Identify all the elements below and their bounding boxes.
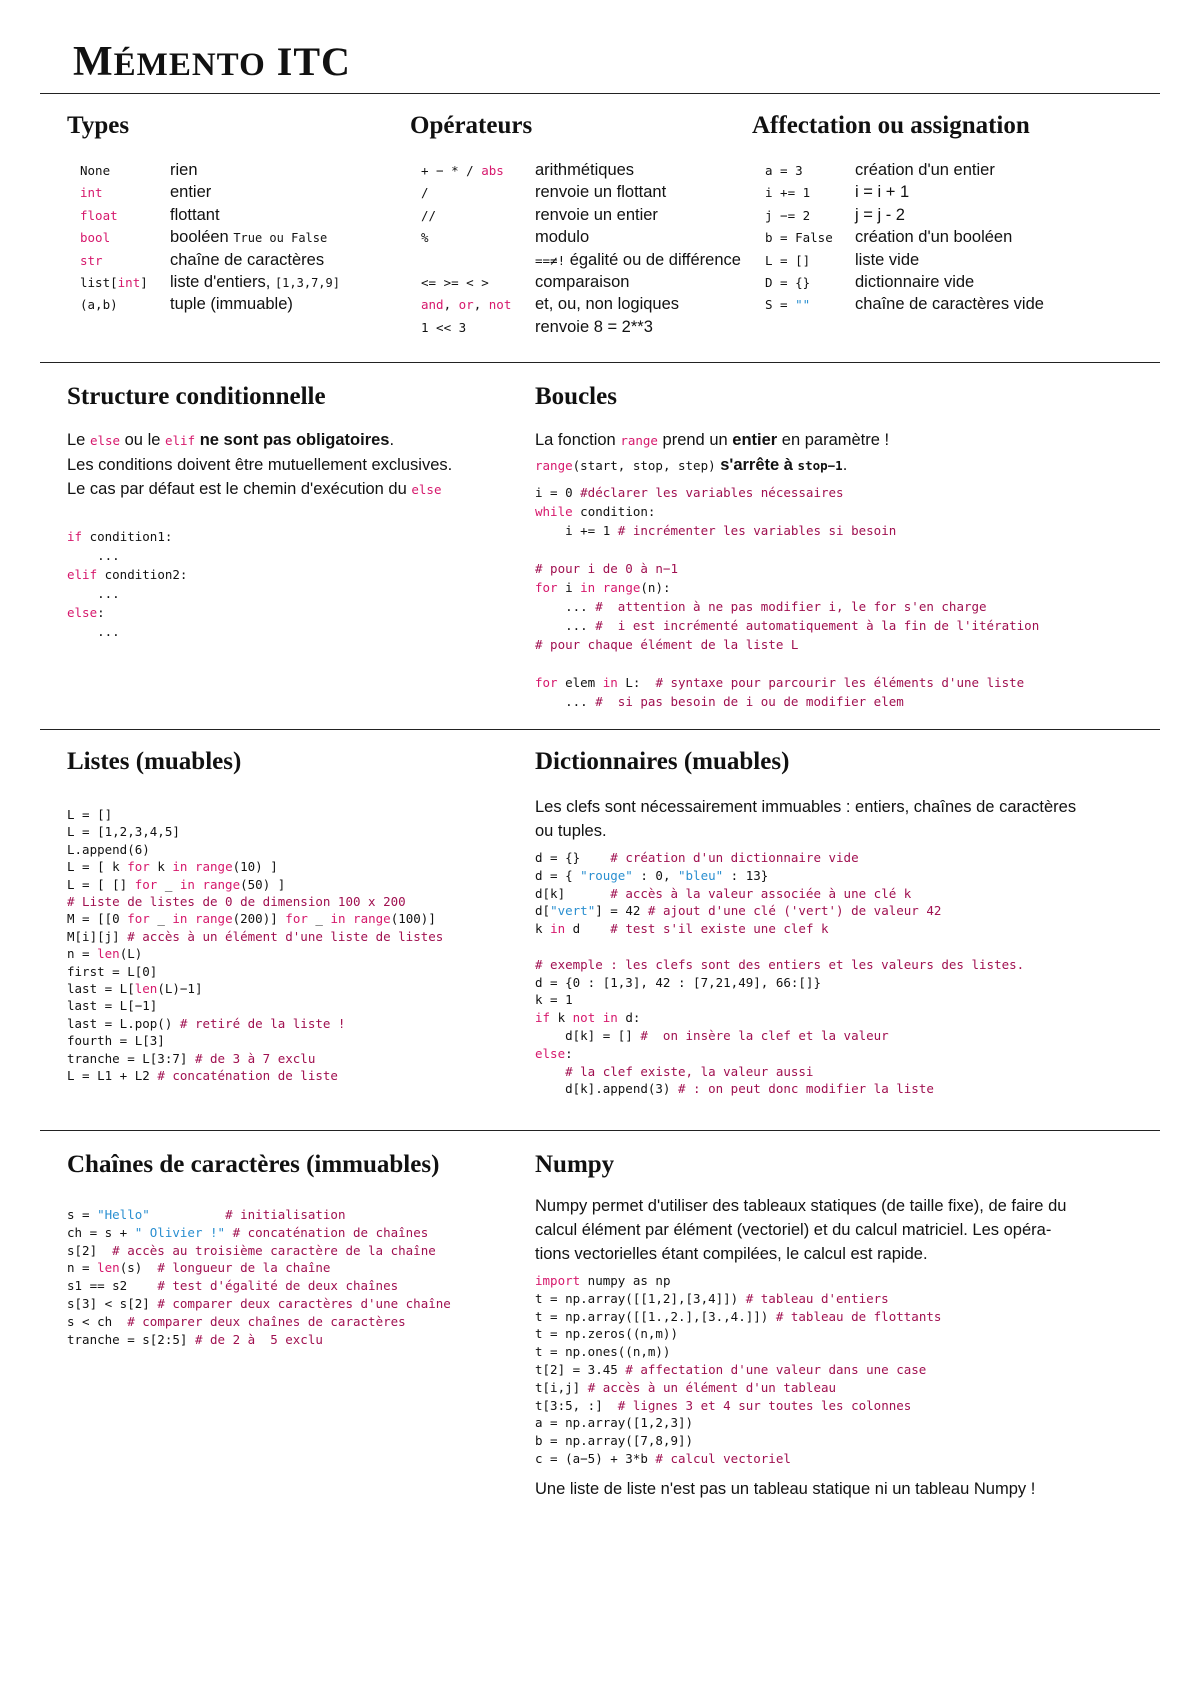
table-cell-code: //	[421, 207, 437, 223]
numpy-text	[535, 1194, 1066, 1266]
table-cell-code: int	[80, 185, 103, 201]
lists-heading: Listes (muables)	[67, 748, 242, 775]
table-cell-desc: chaîne de caractères	[170, 250, 325, 269]
table-cell-desc: modulo	[535, 228, 590, 247]
table-cell-code: D = {}	[765, 275, 811, 290]
table-cell-code: (a,b)	[80, 297, 118, 313]
loops-code-block: i = 0 #déclarer les variables nécessaires while condition: i += 1 # incrémenter les variables si besoin # pour i de 0 à n−1 for i in range(n): ... # attention à ne pas modifier i, le for s'en charge ... # i est incrémenté automatiquement à la fin de l'itération # pour chaque élément de la liste L for elem in L: # syntaxe pour parcourir les éléments d'une liste ... # si pas besoin de i ou de modifier elem	[535, 485, 1040, 709]
text: ou le	[120, 431, 165, 449]
table-cell-code: None	[80, 163, 111, 178]
table-cell-code: <= >= < >	[421, 275, 489, 290]
cond-text: Le else ou le elif ne sont pas obligatoires. Les conditions doivent être mutuellement exclusives. Le cas par défaut est le chemin d'exécution du else	[67, 428, 507, 502]
code: else	[89, 433, 121, 448]
code: range	[620, 433, 658, 448]
loops-heading: Boucles	[535, 383, 617, 410]
text: calcul élément par élément (vectoriel) et du calcul matriciel. Les opéra-	[535, 1221, 1052, 1239]
table-cell-code: b = False	[765, 230, 833, 246]
table-cell-desc: liste d'entiers, [1,3,7,9]	[170, 273, 340, 291]
table-cell-desc: ==≠! égalité ou de différence	[535, 250, 741, 269]
text: La fonction	[535, 431, 621, 449]
table-cell-code: + − * / abs	[421, 163, 504, 178]
text: en paramètre !	[777, 431, 890, 449]
table-cell-desc: booléen True ou False	[170, 228, 328, 247]
table-cell-desc: i = i + 1	[855, 183, 910, 202]
table-cell-code: %	[421, 230, 429, 246]
table-cell-desc: création d'un booléen	[855, 228, 1013, 247]
numpy-heading: Numpy	[535, 1151, 615, 1178]
table-cell-desc: liste vide	[855, 250, 920, 269]
code: stop−1	[797, 458, 843, 473]
table-cell-desc: arithmétiques	[535, 161, 635, 179]
text: prend un	[657, 431, 733, 449]
dicts-text	[535, 795, 1076, 843]
lists-code-block: L = [] L = [1,2,3,4,5] L.append(6) L = [ k for k in range(10) ] L = [ [] for _ in range(50) ] # Liste de listes de 0 de dimension 100 x 200 M = [[0 for _ in range(200)] for _ in range(100)] M[i][j] # accès à un élément d'une liste de listes n = len(L) first = L[0] last = L[len(L)−1] last = L[−1] last = L.pop() # retiré de la liste ! fourth = L[3] tranche = L[3:7] # de 3 à 7 exclu L = L1 + L2 # concaténation de liste	[67, 807, 444, 1084]
divider	[40, 729, 1160, 730]
table-cell-code: list[int]	[80, 275, 148, 290]
cond-heading: Structure conditionnelle	[67, 383, 326, 410]
table-cell-desc: j = j - 2	[855, 205, 905, 224]
table-cell-code: /	[421, 185, 429, 201]
table-cell-code: bool	[80, 230, 111, 246]
emphasis: ne sont pas obligatoires	[195, 431, 390, 449]
table-cell-desc: renvoie un flottant	[535, 183, 667, 202]
title-itc: ITC	[276, 39, 351, 84]
page-title	[73, 38, 351, 86]
table-cell-code: float	[80, 207, 118, 223]
title-rest: ÉMENTO	[113, 47, 266, 83]
strings-code-block: s = "Hello" # initialisation ch = s + " Olivier !" # concaténation de chaînes s[2] # accès au troisième caractère de la chaîne n = len(s) # longueur de la chaîne s1 == s2 # test d'égalité de deux chaînes s[3] < s[2] # comparer deux caractères d'une chaîne s < ch # comparer deux chaînes de caractères tranche = s[2:5] # de 2 à 5 exclu	[67, 1207, 451, 1347]
emphasis: s'arrête à	[715, 456, 798, 474]
text: ou tuples.	[535, 822, 607, 840]
divider	[40, 93, 1160, 94]
code: elif	[165, 433, 196, 448]
table-cell-desc: dictionnaire vide	[855, 273, 975, 291]
table-cell-desc: rien	[170, 161, 198, 179]
table-cell-code: str	[80, 252, 103, 268]
text: tions vectorielles étant compilées, le calcul est rapide.	[535, 1245, 928, 1263]
loops-text: La fonction range prend un entier en paramètre ! range(start, stop, step) s'arrête à stop−1.	[535, 431, 890, 474]
table-cell-desc: création d'un entier	[855, 161, 995, 179]
numpy-code-block: import numpy as np t = np.array([[1,2],[3,4]]) # tableau d'entiers t = np.array([[1.,2.],[3.,4.]]) # tableau de flottants t = np.zeros((n,m)) t = np.ones((n,m)) t[2] = 3.45 # affectation d'une valeur dans une case t[i,j] # accès à un élément d'un tableau t[3:5, :] # lignes 3 et 4 sur toutes les colonnes a = np.array([1,2,3]) b = np.array([7,8,9]) c = (a−5) + 3*b # calcul vectoriel	[535, 1273, 942, 1466]
dicts-heading: Dictionnaires (muables)	[535, 748, 790, 775]
text: Les conditions doivent être mutuellement exclusives.	[67, 456, 453, 474]
table-cell-code: L = []	[765, 252, 811, 268]
table-cell-code: 1 << 3	[421, 319, 467, 335]
table-cell-desc: entier	[170, 183, 212, 202]
types-heading: Types	[67, 112, 130, 139]
assign-heading: Affectation ou assignation	[752, 112, 1030, 139]
table-cell-desc: tuple (immuable)	[170, 295, 293, 314]
code: else	[411, 482, 442, 497]
table-cell-desc: flottant	[170, 205, 220, 224]
table-cell-code: S = ""	[765, 297, 811, 313]
table-cell-desc: comparaison	[535, 273, 630, 291]
dicts-code-block: d = {} # création d'un dictionnaire vide d = { "rouge" : 0, "bleu" : 13} d[k] # accès à la valeur associée à une clé k d["vert"] = 42 # ajout d'une clé ('vert') de valeur 42 k in d # test s'il existe une clef k # exemple : les clefs sont des entiers et les valeurs des listes. d = {0 : [1,3], 42 : [7,21,49], 66:[]} k = 1 if k not in d: d[k] = [] # on insère la clef et la valeur else: # la clef existe, la valeur aussi d[k].append(3) # : on peut donc modifier la liste	[535, 850, 1025, 1097]
table-cell-desc: chaîne de caractères vide	[855, 295, 1044, 314]
table-cell-desc: renvoie 8 = 2**3	[535, 317, 653, 336]
divider	[40, 1130, 1160, 1131]
table-cell-desc: renvoie un entier	[535, 205, 658, 224]
operators-heading: Opérateurs	[410, 112, 533, 139]
text: Les clefs sont nécessairement immuables : entiers, chaînes de caractères	[535, 798, 1077, 816]
emphasis: entier	[732, 431, 778, 449]
text: Numpy permet d'utiliser des tableaux statiques (de taille fixe), de faire du	[535, 1197, 1067, 1215]
title-initial: M	[73, 39, 114, 85]
table-cell-code: j −= 2	[765, 207, 811, 223]
code: range(start, stop, step)	[535, 458, 716, 473]
numpy-footer: Une liste de liste n'est pas un tableau statique ni un tableau Numpy !	[535, 1480, 1036, 1498]
text: Le	[67, 431, 90, 449]
divider	[40, 362, 1160, 363]
strings-heading: Chaînes de caractères (immuables)	[67, 1151, 440, 1178]
text: Le cas par défaut est le chemin d'exécution du	[67, 480, 412, 498]
table-cell-code: and, or, not	[421, 297, 512, 313]
table-cell-code: a = 3	[765, 163, 803, 178]
table-cell-desc: et, ou, non logiques	[535, 295, 680, 314]
table-cell-code: i += 1	[765, 185, 811, 201]
cond-code-block: if condition1: ... elif condition2: ... else: ...	[67, 529, 188, 639]
